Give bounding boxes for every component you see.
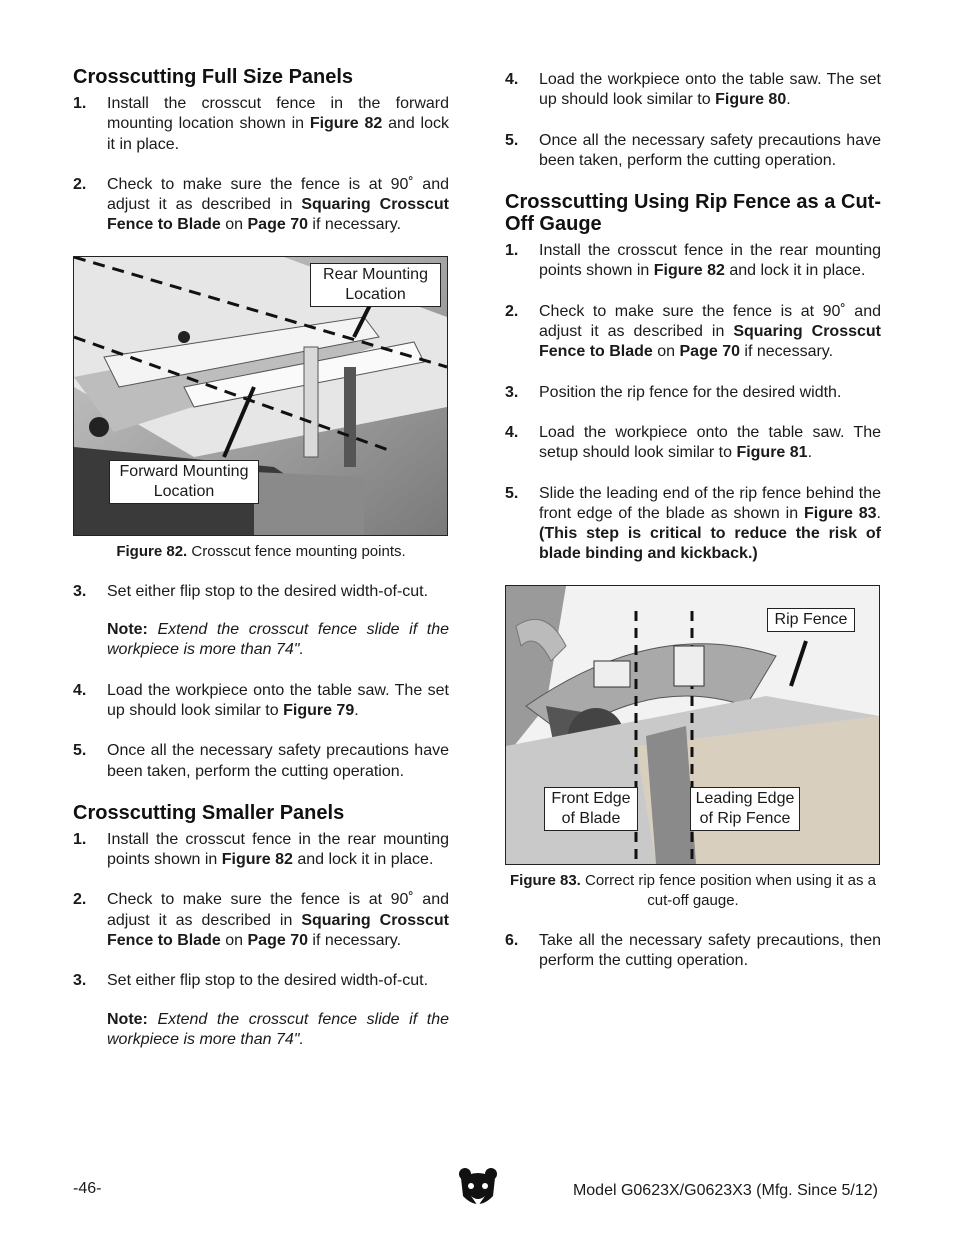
section-title-full-size: Crosscutting Full Size Panels (73, 66, 354, 88)
list-item: 1. Install the crosscut fence in the rear mounting points shown in Figure 82 and lock it in place. (505, 242, 881, 280)
figure-83-caption: Figure 83. Correct rip fence position when using it as a cut-off gauge. (509, 871, 876, 909)
note: Note: Extend the crosscut fence slide if the workpiece is more than 74". (107, 621, 449, 659)
list-item: 5. Once all the necessary safety precautions have been taken, perform the cutting operation. (505, 131, 881, 169)
figure-83-photo (505, 585, 880, 865)
list-item: 3. Position the rip fence for the desired width. (505, 383, 842, 401)
list-item: 1. Install the crosscut fence in the rear mounting points shown in Figure 82 and lock it in place. (73, 830, 449, 869)
right-column (505, 70, 881, 991)
callout-forward-mounting: Forward Mounting Location (109, 460, 259, 504)
grizzly-bear-icon (457, 1166, 499, 1212)
callout-leading-edge-rip-fence: Leading Edge of Rip Fence (690, 787, 800, 831)
list-item: 3. Set either flip stop to the desired width-of-cut. (73, 582, 429, 600)
section-title-rip-fence-gauge: Crosscutting Using Rip Fence as a Cut-Off Gauge (505, 191, 881, 236)
list-item: 6. Take all the necessary safety precautions, then perform the cutting operation. (505, 931, 881, 970)
figure-82-caption: Figure 82. Crosscut fence mounting points. (116, 542, 406, 560)
list-item: 4. Load the workpiece onto the table saw. The setup should look similar to Figure 81. (505, 423, 881, 462)
note: Note: Extend the crosscut fence slide if the workpiece is more than 74". (107, 1010, 449, 1048)
list-item: 1. Install the crosscut fence in the forward mounting location shown in Figure 82 and lock it in place. (73, 95, 450, 153)
list-item: 2. Check to make sure the fence is at 90˚ and adjust it as described in Squaring Crosscut Fence to Blade on Page 70 if necessary. (73, 175, 449, 234)
list-item: 2. Check to make sure the fence is at 90˚ and adjust it as described in Squaring Crosscut Fence to Blade on Page 70 if necessary. (73, 891, 449, 950)
list-item: 3. Set either flip stop to the desired width-of-cut. (73, 972, 429, 990)
left-column (73, 66, 449, 1070)
callout-rip-fence: Rip Fence (767, 608, 855, 632)
figure-82-photo (73, 256, 448, 536)
list-item: 4. Load the workpiece onto the table saw. The set up should look similar to Figure 79. (73, 681, 449, 719)
callout-rear-mounting: Rear Mounting Location (310, 263, 441, 307)
section-title-smaller-panels: Crosscutting Smaller Panels (73, 801, 345, 824)
callout-front-edge-blade: Front Edge of Blade (544, 787, 638, 831)
page-number: -46- (73, 1180, 102, 1197)
list-item: 4. Load the workpiece onto the table saw. The set up should look similar to Figure 80. (505, 71, 881, 109)
model-info: Model G0623X/G0623X3 (Mfg. Since 5/12) (572, 1182, 878, 1199)
list-item: 5. Slide the leading end of the rip fence behind the front edge of the blade as shown in Figure 83. (This step is critical to reduce the risk of blade binding and kickback.) (505, 484, 881, 563)
list-item: 5. Once all the necessary safety precautions have been taken, perform the cutting operation. (73, 742, 449, 780)
list-item: 2. Check to make sure the fence is at 90˚ and adjust it as described in Squaring Crosscut Fence to Blade on Page 70 if necessary. (505, 302, 881, 361)
